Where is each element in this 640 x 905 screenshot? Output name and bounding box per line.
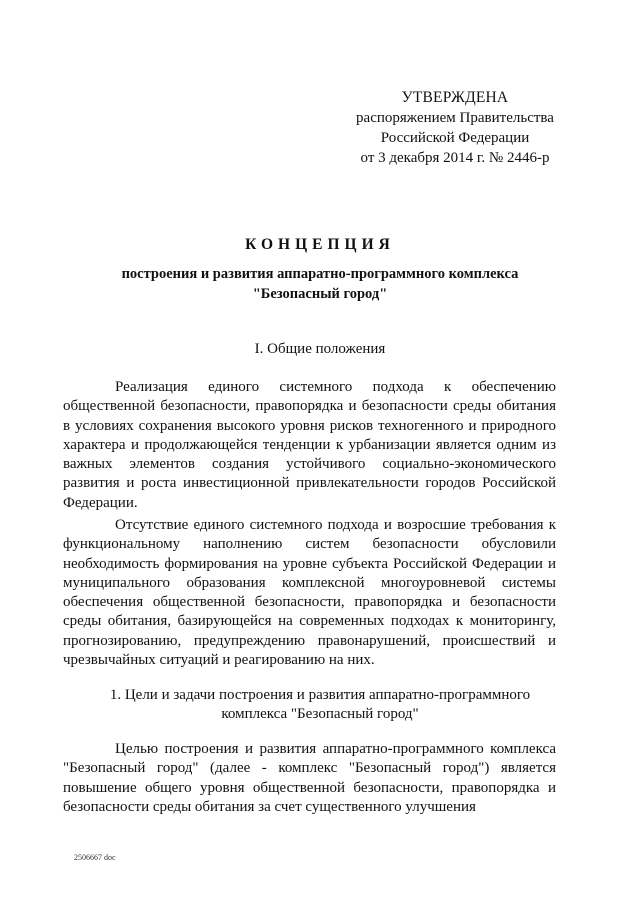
paragraph-2: Отсутствие единого системного подхода и возросшие требования к функциональному наполнению систем безопасности обусловили необходимость формирования на уровне субъекта Российской Федерации и муниципального образования комплексной многоуровневой системы обеспечения общественной безопасности, правопорядка и безопасности среды обитания, базирующейся на современных подходах к мониторингу, прогнозированию, предупреждению правонарушений, происшествий и чрезвычайных ситуаций и реагированию на них. xyxy=(63,517,556,669)
subtitle-line-2: "Безопасный город" xyxy=(252,286,388,302)
document-subtitle xyxy=(0,264,640,304)
subsection-heading-line-2: комплекса "Безопасный город" xyxy=(221,706,419,722)
subtitle-line-1: построения и развития аппаратно-программного комплекса xyxy=(121,266,519,282)
paragraph-1: Реализация единого системного подхода к обеспечению общественной безопасности, правопорядка и безопасности среды обитания в условиях сохранения высокого уровня рисков техногенного и природного характера и продолжающейся тенденции к урбанизации является одним из важных элементов создания устойчивого социально-экономического развития и роста инвестиционной привлекательности городов Российской Федерации. xyxy=(63,379,556,511)
footer-document-code: 2506667 doc xyxy=(74,853,116,862)
paragraph-3-block xyxy=(63,740,556,817)
approval-line-3: от 3 декабря 2014 г. № 2446-р xyxy=(360,150,550,166)
approval-block xyxy=(330,88,580,168)
document-title: КОНЦЕПЦИЯ xyxy=(245,236,395,253)
subsection-heading-line-1: 1. Цели и задачи построения и развития аппаратно-программного xyxy=(109,687,531,703)
paragraph-1-block xyxy=(63,378,556,513)
subsection-heading xyxy=(60,686,580,724)
approval-line-2: Российской Федерации xyxy=(380,130,530,146)
paragraph-3: Целью построения и развития аппаратно-программного комплекса "Безопасный город" (далее - комплекс "Безопасный город") является повышение общего уровня общественной безопасности, правопорядка и безопасности среды обитания за счет существенного улучшения xyxy=(63,741,556,815)
section-heading: I. Общие положения xyxy=(254,341,386,357)
approval-line-1: распоряжением Правительства xyxy=(356,110,554,126)
approval-heading: УТВЕРЖДЕНА xyxy=(401,89,509,106)
paragraph-2-block xyxy=(63,516,556,670)
